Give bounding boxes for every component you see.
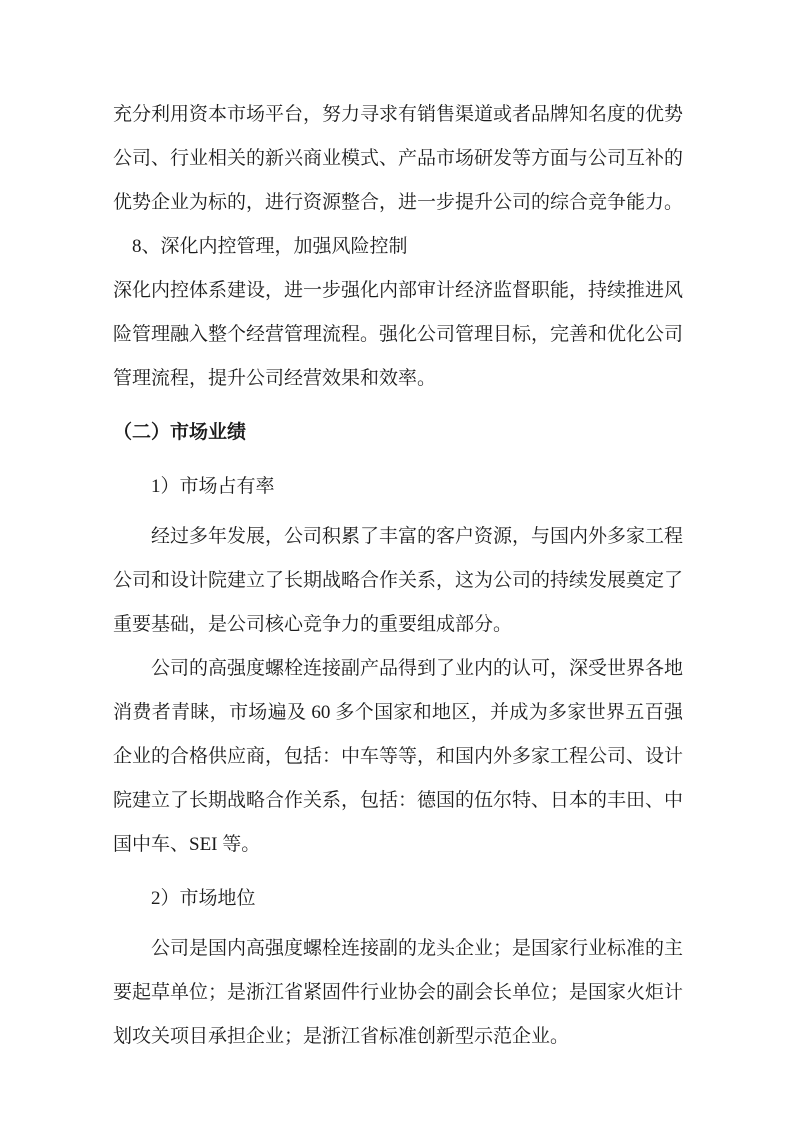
paragraph-leading-enterprise: 公司是国内高强度螺栓连接副的龙头企业；是国家行业标准的主要起草单位；是浙江省紧固件行业协会的副会长单位；是国家火炬计划攻关项目承担企业；是浙江省标准创新型示范企业。: [113, 938, 684, 1047]
paragraph-internal-control-detail: 深化内控体系建设，进一步强化内部审计经济监督职能，持续推进风险管理融入整个经营管理流程。强化公司管理目标，完善和优化公司管理流程，提升公司经营效果和效率。: [113, 280, 684, 389]
paragraph-product-recognition: 公司的高强度螺栓连接副产品得到了业内的认可，深受世界各地消费者青睐，市场遍及 60 多个国家和地区，并成为多家世界五百强企业的合格供应商，包括：中车等等，和国内外多家工程公司、设计院建立了长期战略合作关系，包括：德国的伍尔特、日本的丰田、中国中车、SEI 等。: [113, 658, 684, 855]
sub-heading-market-position: 2）市场地位: [151, 888, 256, 909]
document-body: [113, 93, 683, 1059]
paragraph-customer-resources: 经过多年发展，公司积累了丰富的客户资源，与国内外多家工程公司和设计院建立了长期战略合作关系，这为公司的持续发展奠定了重要基础，是公司核心竞争力的重要组成部分。: [113, 526, 684, 635]
sub-heading-market-share: 1）市场占有率: [151, 476, 275, 497]
numbered-item-internal-control: 8、深化内控管理，加强风险控制: [132, 236, 408, 257]
paragraph-capital-market: 充分利用资本市场平台，努力寻求有销售渠道或者品牌知名度的优势公司、行业相关的新兴商业模式、产品市场研发等方面与公司互补的优势企业为标的，进行资源整合，进一步提升公司的综合竞争能力。: [113, 104, 684, 213]
section-heading-market-performance: （二）市场业绩: [113, 422, 247, 443]
